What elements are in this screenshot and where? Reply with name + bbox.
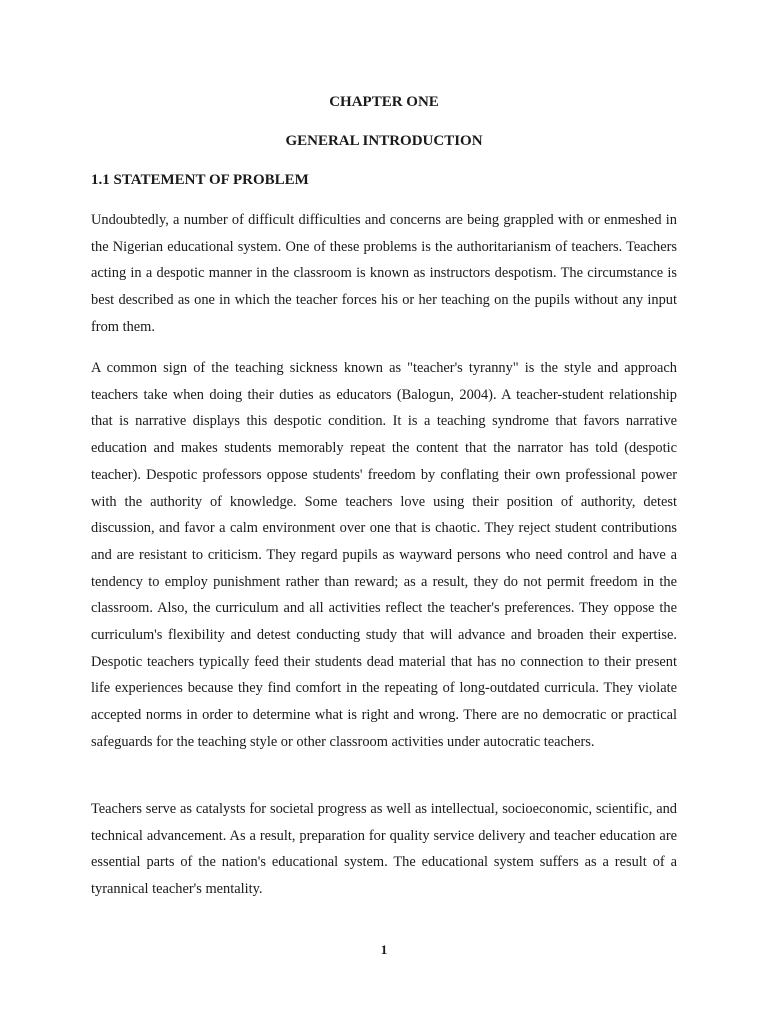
paragraph: Undoubtedly, a number of difficult difficulties and concerns are being grappled with or enmeshed in the Nigerian educational system. One of these problems is the authoritarianism of teachers. Teachers acting in a despotic manner in the classroom is known as instructors despotism. The circumstance is best described as one in which the teacher forces his or her teaching on the pupils without any input from them. <box>91 212 677 335</box>
chapter-subtitle: GENERAL INTRODUCTION <box>285 133 483 149</box>
chapter-title: CHAPTER ONE <box>329 94 439 110</box>
section-heading: 1.1 STATEMENT OF PROBLEM <box>91 172 309 188</box>
paragraph: Teachers serve as catalysts for societal progress as well as intellectual, socioeconomic, scientific, and technical advancement. As a result, preparation for quality service delivery and teacher education are essential parts of the nation's educational system. The educational system suffers as a result of a tyrannical teacher's mentality. <box>91 801 677 898</box>
paragraph: A common sign of the teaching sickness known as "teacher's tyranny" is the style and approach teachers take when doing their duties as educators (Balogun, 2004). A teacher-student relationship that is narrative displays this despotic condition. It is a teaching syndrome that favors narrative education and makes students memorably repeat the content that the narrator has told (despotic teacher). Despotic professors oppose students' freedom by conflating their own professional power with the authority of knowledge. Some teachers love using their position of authority, detest discussion, and favor a calm environment over one that is chaotic. They reject student contributions and are resistant to criticism. They regard pupils as wayward persons who need control and have a tendency to employ punishment rather than reward; as a result, they do not permit freedom in the classroom. Also, the curriculum and all activities reflect the teacher's preferences. They oppose the curriculum's flexibility and detest conducting study that will advance and broaden their expertise. Despotic teachers typically feed their students dead material that has no connection to their present life experiences because they find comfort in the repeating of long-outdated curricula. They violate accepted norms in order to determine what is right and wrong. There are no democratic or practical safeguards for the teaching style or other classroom activities under autocratic teachers. <box>91 360 677 750</box>
page-number: 1 <box>380 942 388 957</box>
